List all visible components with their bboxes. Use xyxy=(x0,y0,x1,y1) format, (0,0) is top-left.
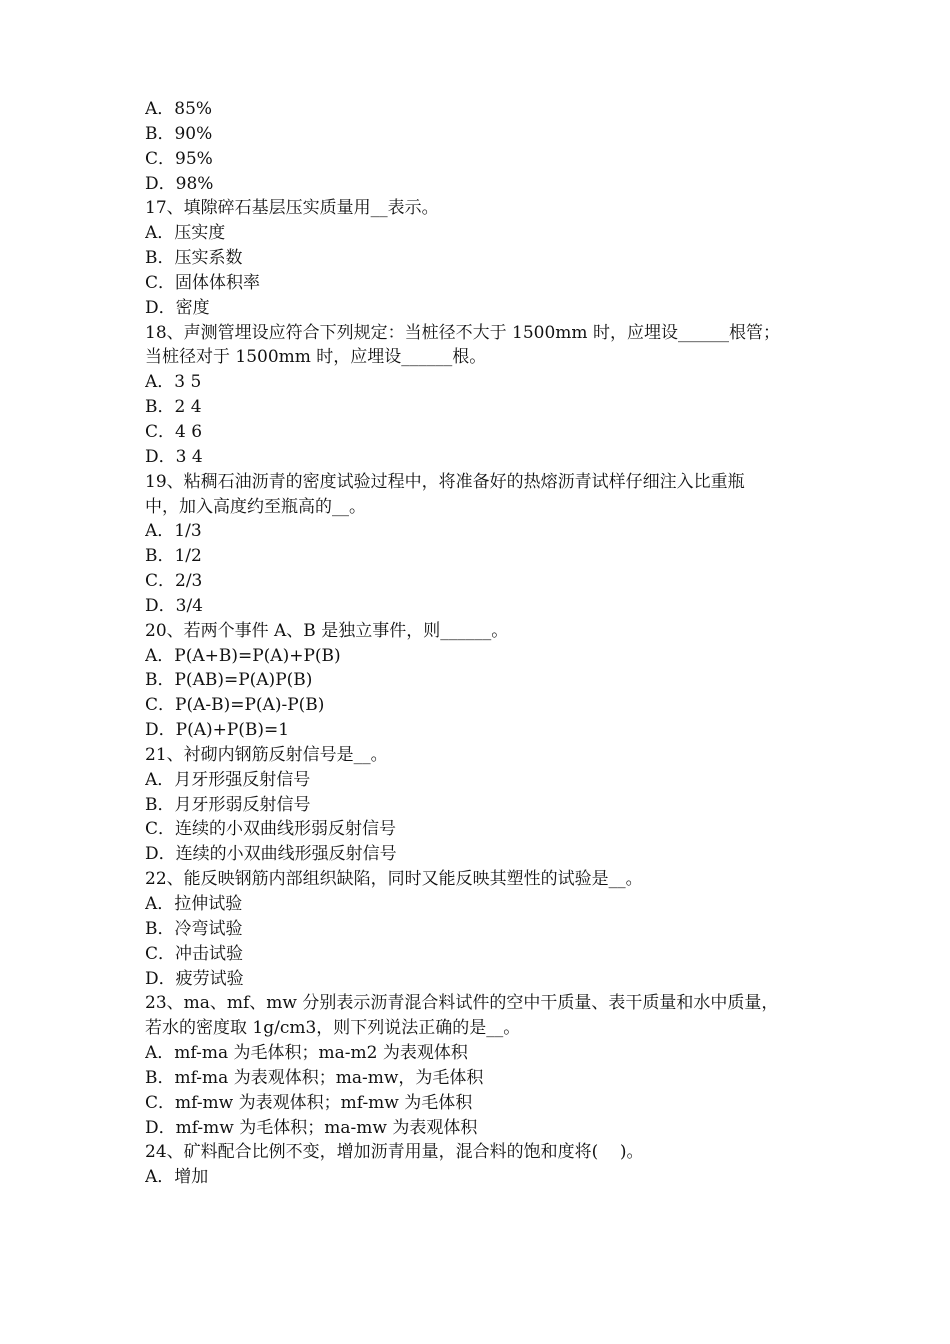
option-line: D．mf-mw 为毛体积；ma-mw 为表观体积 xyxy=(145,1117,478,1138)
option-line: A．85% xyxy=(145,99,213,119)
option-line: B．冷弯试验 xyxy=(145,918,243,939)
question-22: 22、能反映钢筋内部组织缺陷，同时又能反映其塑性的试验是__。 xyxy=(145,869,643,890)
question-18: 18、声测管埋设应符合下列规定：当桩径不大于 1500mm 时，应埋设______根管； xyxy=(145,322,780,343)
option-line: D．3/4 xyxy=(145,595,203,616)
option-line: B．1/2 xyxy=(145,546,202,567)
option-line: D．98% xyxy=(145,173,214,194)
option-line: A．mf-ma 为毛体积；ma-m2 为表观体积 xyxy=(145,1043,468,1064)
option-line: A．拉伸试验 xyxy=(145,894,243,914)
question-23-continued: 若水的密度取 1g/cm3，则下列说法正确的是__。 xyxy=(145,1018,521,1039)
option-line: C．95% xyxy=(145,148,213,169)
option-line: C．固体体积率 xyxy=(145,272,261,293)
option-line: A．P(A+B)=P(A)+P(B) xyxy=(145,645,341,666)
option-line: B．mf-ma 为表观体积；ma-mw，为毛体积 xyxy=(145,1067,484,1088)
option-line: A．3 5 xyxy=(145,372,202,393)
question-24: 24、矿料配合比例不变，增加沥青用量，混合料的饱和度将( )。 xyxy=(145,1142,644,1163)
question-19: 19、粘稠石油沥青的密度试验过程中，将准备好的热熔沥青试样仔细注入比重瓶 xyxy=(145,471,745,492)
option-line: C．P(A-B)=P(A)-P(B) xyxy=(145,695,325,716)
option-line: D．3 4 xyxy=(145,446,203,467)
option-line: B．月牙形弱反射信号 xyxy=(145,794,311,815)
option-line: D．密度 xyxy=(145,297,210,318)
option-line: B．P(AB)=P(A)P(B) xyxy=(145,670,313,691)
question-20: 20、若两个事件 A、B 是独立事件，则______。 xyxy=(145,620,509,641)
option-line: C．连续的小双曲线形弱反射信号 xyxy=(145,819,397,840)
option-line: A．月牙形强反射信号 xyxy=(145,769,311,790)
option-line: D．疲劳试验 xyxy=(145,968,244,989)
document-body xyxy=(145,97,817,1190)
question-17: 17、填隙碎石基层压实质量用__表示。 xyxy=(145,198,439,219)
option-line: B．90% xyxy=(145,123,213,144)
option-line: B．压实系数 xyxy=(145,248,243,269)
question-21: 21、衬砌内钢筋反射信号是__。 xyxy=(145,744,388,765)
option-line: A．增加 xyxy=(145,1167,209,1188)
option-line: B．2 4 xyxy=(145,397,202,418)
option-line: C．4 6 xyxy=(145,421,203,442)
option-line: D．P(A)+P(B)=1 xyxy=(145,720,290,741)
option-line: A．压实度 xyxy=(145,223,226,244)
option-line: C．2/3 xyxy=(145,571,203,592)
option-line: D．连续的小双曲线形强反射信号 xyxy=(145,844,397,865)
question-23: 23、ma、mf、mw 分别表示沥青混合料试件的空中干质量、表干质量和水中质量， xyxy=(145,993,779,1014)
option-line: A．1/3 xyxy=(145,521,202,542)
question-19-continued: 中，加入高度约至瓶高的__。 xyxy=(145,496,366,517)
option-line: C．mf-mw 为表观体积；mf-mw 为毛体积 xyxy=(145,1092,473,1113)
question-18-continued: 当桩径对于 1500mm 时，应埋设______根。 xyxy=(145,347,487,368)
option-line: C．冲击试验 xyxy=(145,943,244,964)
